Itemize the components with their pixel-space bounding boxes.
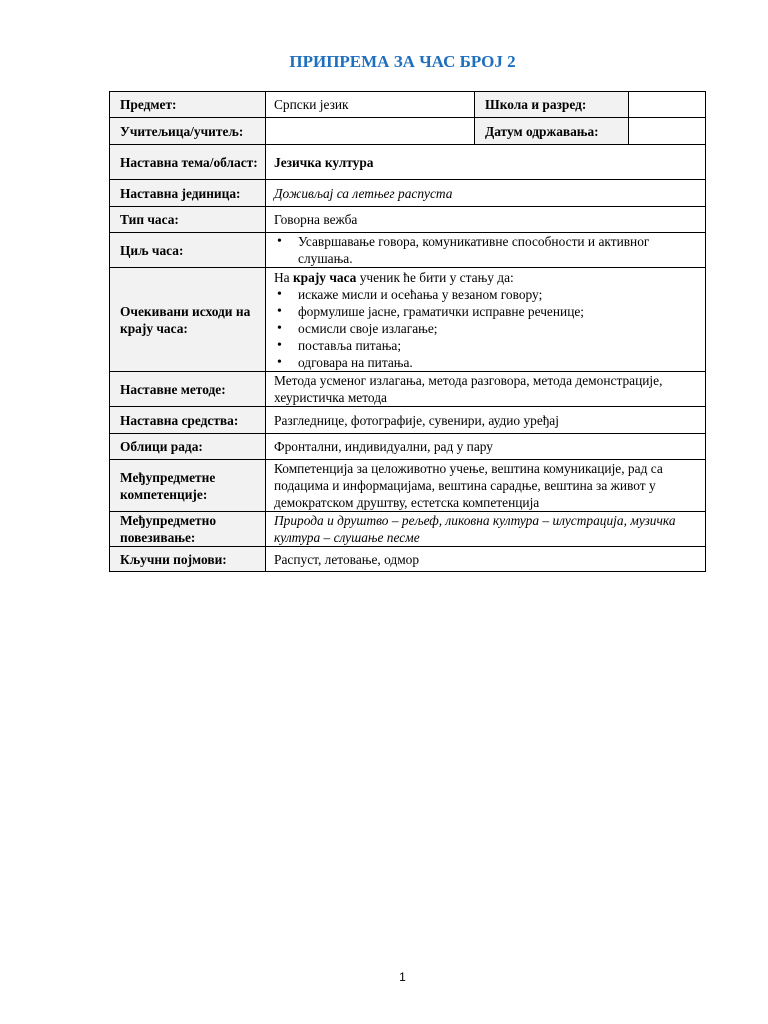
date-label: Датум одржавања:: [475, 118, 629, 145]
goal-value: [266, 233, 706, 268]
teacher-label: Учитељица/учитељ:: [110, 118, 266, 145]
row-terms: [110, 547, 706, 572]
methods-label: Наставне методе:: [110, 372, 266, 407]
row-type: [110, 207, 706, 233]
date-value: [629, 118, 706, 145]
competencies-value: Компетенција за целоживотно учење, вештина комуникације, рад са подацима и информацијама, вештина сарадње, вештина за живот у демократском друштву, естетска компетенција: [266, 460, 706, 512]
school-label: Школа и разред:: [475, 92, 629, 118]
terms-label: Кључни појмови:: [110, 547, 266, 572]
row-resources: [110, 407, 706, 434]
correlation-value: Природа и друштво – рељеф, ликовна култура – илустрација, музичка култура – слушање песме: [266, 512, 706, 547]
outcomes-value: [266, 268, 706, 372]
teacher-value: [266, 118, 475, 145]
competencies-label: Међупредметне компетенције:: [110, 460, 266, 512]
type-value: Говорна вежба: [266, 207, 706, 233]
forms-label: Облици рада:: [110, 434, 266, 460]
page-number: 1: [399, 970, 406, 984]
document-title: ПРИПРЕМА ЗА ЧАС БРОЈ 2: [289, 52, 516, 71]
terms-value: Распуст, летовање, одмор: [266, 547, 706, 572]
outcome-item: • поставља питања;: [298, 337, 699, 354]
resources-label: Наставна средства:: [110, 407, 266, 434]
row-forms: [110, 434, 706, 460]
resources-value: Разгледнице, фотографије, сувенири, аудио уређај: [266, 407, 706, 434]
lesson-plan-table: [109, 91, 706, 572]
outcome-item: • одговара на питања.: [298, 354, 699, 371]
row-outcomes: [110, 268, 706, 372]
forms-value: Фронтални, индивидуални, рад у пару: [266, 434, 706, 460]
topic-value: Језичка култура: [266, 145, 706, 180]
subject-label: Предмет:: [110, 92, 266, 118]
row-methods: [110, 372, 706, 407]
unit-value: Доживљај са летњег распуста: [266, 180, 706, 207]
outcome-item: • искаже мисли и осећања у везаном говору;: [298, 286, 699, 303]
school-value: [629, 92, 706, 118]
methods-value: Метода усменог излагања, метода разговора, метода демонстрације, хеуристичка метода: [266, 372, 706, 407]
row-goal: [110, 233, 706, 268]
subject-value: Српски језик: [266, 92, 475, 118]
unit-label: Наставна јединица:: [110, 180, 266, 207]
goal-item: • Усавршавање говора, комуникативне способности и активног слушања.: [298, 233, 699, 267]
row-subject: [110, 92, 706, 118]
outcome-item: • осмисли своје излагање;: [298, 320, 699, 337]
correlation-label: Међупредметно повезивање:: [110, 512, 266, 547]
row-correlation: [110, 512, 706, 547]
outcomes-label: Очекивани исходи на крају часа:: [110, 268, 266, 372]
type-label: Тип часа:: [110, 207, 266, 233]
goal-label: Циљ часа:: [110, 233, 266, 268]
outcomes-intro: На крају часа ученик ће бити у стању да:: [274, 269, 514, 285]
row-teacher: [110, 118, 706, 145]
topic-label: Наставна тема/област:: [110, 145, 266, 180]
outcome-item: • формулише јасне, граматички исправне реченице;: [298, 303, 699, 320]
row-topic: [110, 145, 706, 180]
row-competencies: [110, 460, 706, 512]
row-unit: [110, 180, 706, 207]
